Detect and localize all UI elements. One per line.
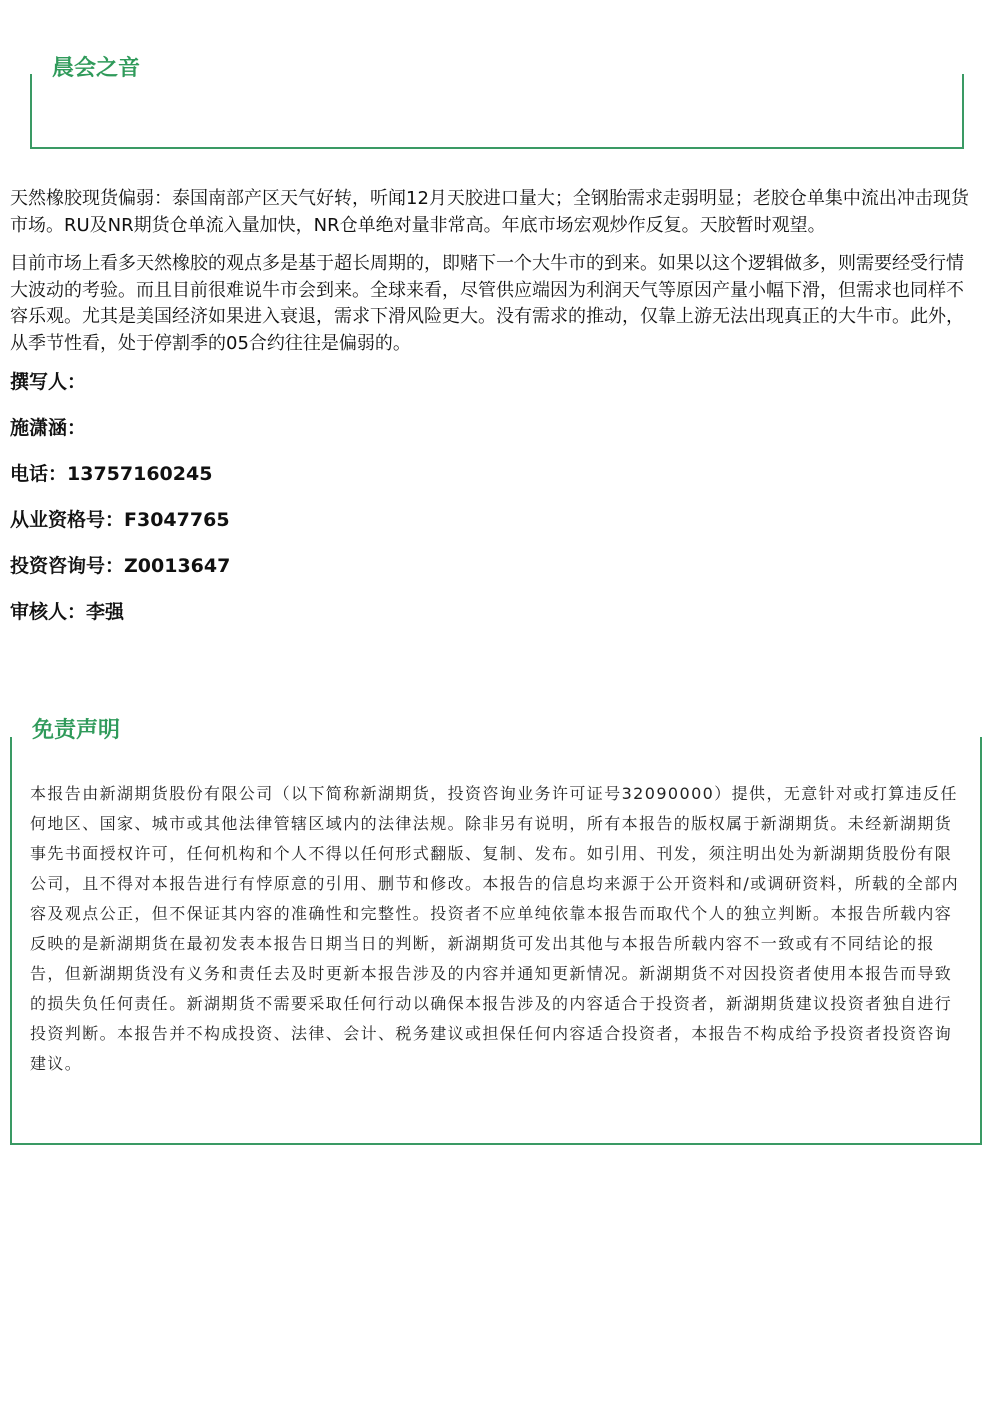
consulting-value: Z0013647 [124,555,231,577]
phone-value: 13757160245 [67,463,213,485]
reviewer-line [10,599,980,645]
writer-label: 撰写人： [10,371,87,393]
qualification-label: 从业资格号： [10,509,125,531]
qualification-value: F3047765 [124,509,230,531]
morning-section-box [30,74,964,149]
disclaimer-title: 免责声明 [28,716,124,746]
phone-line [10,461,980,507]
market-paragraph-2: 目前市场上看多天然橡胶的观点多是基于超长周期的，即赌下一个大牛市的到来。如果以这个逻辑做多，则需要经受行情大波动的考验。而且目前很难说牛市会到来。全球来看，尽管供应端因为利润天气等原因产量小幅下滑，但需求也同样不容乐观。尤其是美国经济如果进入衰退，需求下滑风险更大。没有需求的推动，仅靠上游无法出现真正的大牛市。此外，从季节性看，处于停割季的05合约往往是偏弱的。 [10,253,964,354]
writer-name-line [10,415,980,461]
market-paragraph-1: 天然橡胶现货偏弱：泰国南部产区天气好转，听闻12月天胶进口量大；全钢胎需求走弱明显；老胶仓单集中流出冲击现货市场。RU及NR期货仓单流入量加快，NR仓单绝对量非常高。年底市场宏观炒作反复。天胶暂时观望。 [10,188,969,236]
writer-name: 施潇涵： [10,417,87,439]
consulting-line [10,553,980,599]
writer-line [10,369,980,415]
qualification-line [10,507,980,553]
reviewer-label: 审核人： [10,601,87,623]
phone-label: 电话： [10,463,68,485]
report-content [10,186,980,645]
disclaimer-box [10,737,982,1145]
morning-section-title: 晨会之音 [48,54,144,84]
consulting-label: 投资咨询号： [10,555,125,577]
disclaimer-text: 本报告由新湖期货股份有限公司（以下简称新湖期货，投资咨询业务许可证号32090000）提供，无意针对或打算违反任何地区、国家、城市或其他法律管辖区域内的法律法规。除非另有说明，所有本报告的版权属于新湖期货。未经新湖期货事先书面授权许可，任何机构和个人不得以任何形式翻版、复制、发布。如引用、刊发，须注明出处为新湖期货股份有限公司，且不得对本报告进行有悖原意的引用、删节和修改。本报告的信息均来源于公开资料和/或调研资料，所载的全部内容及观点公正，但不保证其内容的准确性和完整性。投资者不应单纯依靠本报告而取代个人的独立判断。本报告所载内容反映的是新湖期货在最初发表本报告日期当日的判断，新湖期货可发出其他与本报告所载内容不一致或有不同结论的报告，但新湖期货没有义务和责任去及时更新本报告涉及的内容并通知更新情况。新湖期货不对因投资者使用本报告而导致的损失负任何责任。新湖期货不需要采取任何行动以确保本报告涉及的内容适合于投资者，新湖期货建议投资者独自进行投资判断。本报告并不构成投资、法律、会计、税务建议或担保任何内容适合投资者，本报告不构成给予投资者投资咨询建议。 [30,784,959,1073]
reviewer-name: 李强 [86,601,125,623]
